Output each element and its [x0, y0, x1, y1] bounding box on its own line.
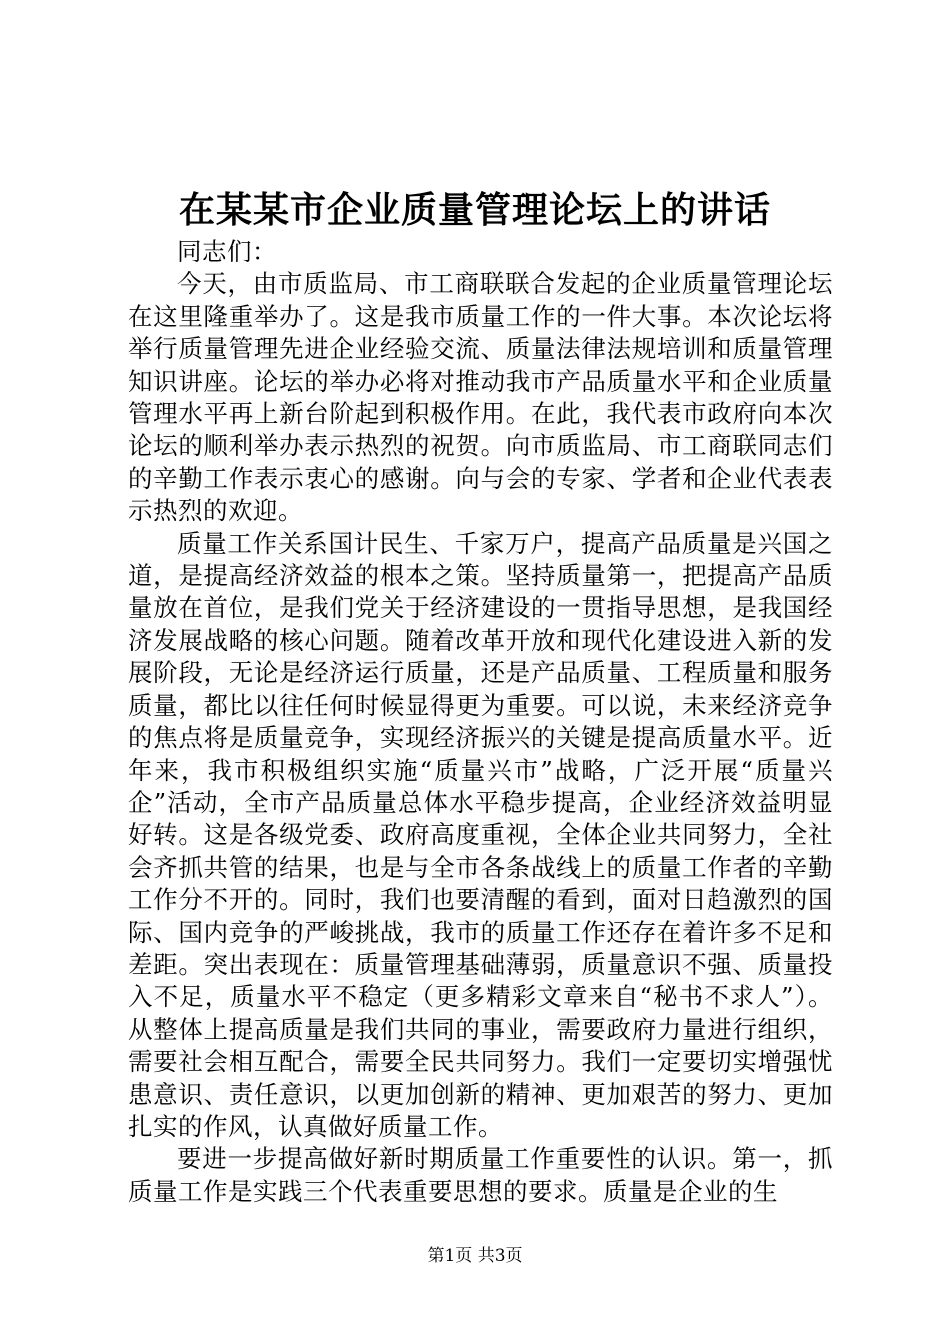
document-title: 在某某市企业质量管理论坛上的讲话: [178, 189, 771, 231]
paragraph-3: 要进一步提高做好新时期质量工作重要性的认识。第一，抓质量工作是实践三个代表重要思想的要求。质量是企业的生: [128, 1144, 833, 1206]
salutation: 同志们：: [177, 237, 277, 266]
page-number-footer: 第1页 共3页: [427, 1246, 523, 1266]
paragraph-2: 质量工作关系国计民生、千家万户，提高产品质量是兴国之道，是提高经济效益的根本之策。坚持质量第一，把提高产品质量放在首位，是我们党关于经济建设的一贯指导思想，是我国经济发展战略的核心问题。随着改革开放和现代化建设进入新的发展阶段，无论是经济运行质量，还是产品质量、工程质量和服务质量，都比以往任何时候显得更为重要。可以说，未来经济竞争的焦点将是质量竞争，实现经济振兴的关键是提高质量水平。近年来，我市积极组织实施“质量兴市”战略，广泛开展“质量兴企”活动，全市产品质量总体水平稳步提高，企业经济效益明显好转。这是各级党委、政府高度重视，全体企业共同努力，全社会齐抓共管的结果，也是与全市各条战线上的质量工作者的辛勤工作分不开的。同时，我们也要清醒的看到，面对日趋激烈的国际、国内竞争的严峻挑战，我市的质量工作还存在着许多不足和差距。突出表现在：质量管理基础薄弱，质量意识不强、质量投入不足，质量水平不稳定（更多精彩文章来自“秘书不求人”）。从整体上提高质量是我们共同的事业，需要政府力量进行组织，需要社会相互配合，需要全民共同努力。我们一定要切实增强忧患意识、责任意识，以更加创新的精神、更加艰苦的努力、更加扎实的作风，认真做好质量工作。: [128, 528, 833, 1141]
document-body: [128, 236, 833, 1208]
paragraph-1: 今天，由市质监局、市工商联联合发起的企业质量管理论坛在这里隆重举办了。这是我市质量工作的一件大事。本次论坛将举行质量管理先进企业经验交流、质量法律法规培训和质量管理知识讲座。论坛的举办必将对推动我市产品质量水平和企业质量管理水平再上新台阶起到积极作用。在此，我代表市政府向本次论坛的顺利举办表示热烈的祝贺。向市质监局、市工商联同志们的辛勤工作表示衷心的感谢。向与会的专家、学者和企业代表表示热烈的欢迎。: [128, 269, 833, 526]
